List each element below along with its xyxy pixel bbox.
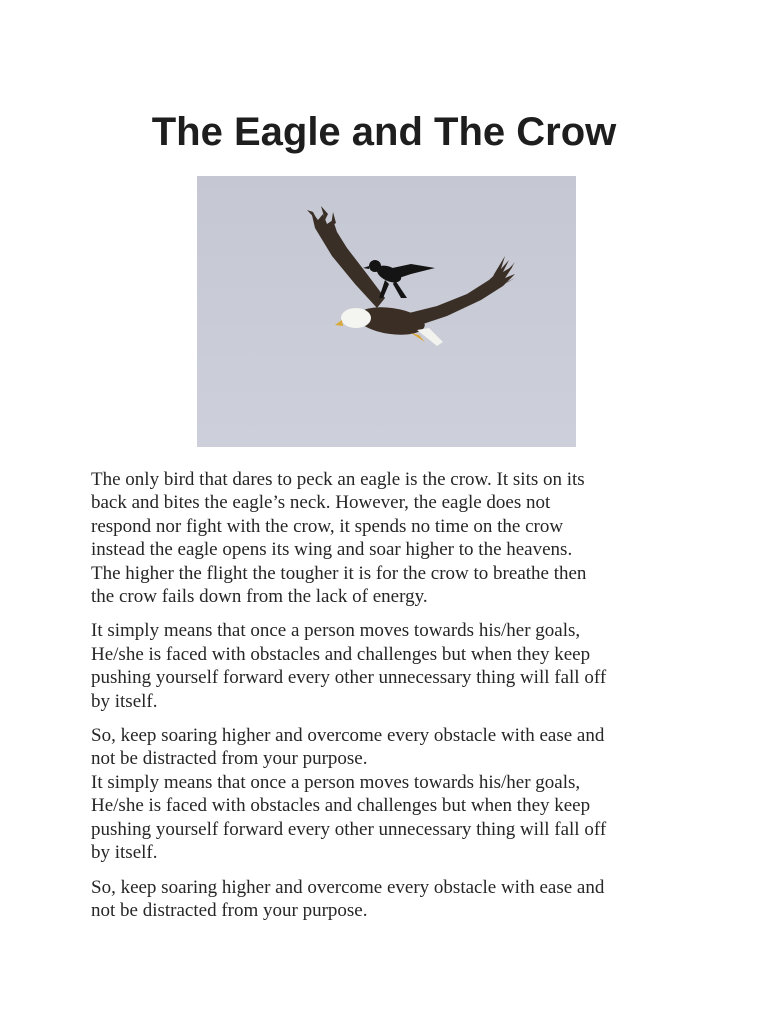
eagle-crow-photo: [197, 176, 576, 447]
paragraph-3: So, keep soaring higher and overcome every obstacle with ease and not be distracted from your purpose. It simply means that once a person moves towards his/her goals, He/she is faced with obstacles and challenges but when they keep pushing yourself forward every other unnecessary thing will fall off by itself.: [91, 725, 607, 864]
page-title: The Eagle and The Crow: [151, 110, 617, 154]
eagle-crow-illustration: [197, 176, 576, 447]
paragraph-4: So, keep soaring higher and overcome every obstacle with ease and not be distracted from your purpose.: [91, 876, 605, 921]
article-body: [91, 468, 691, 933]
paragraph-2: It simply means that once a person moves towards his/her goals, He/she is faced with obstacles and challenges but when they keep pushing yourself forward every other unnecessary thing will fall off by itself.: [91, 620, 607, 712]
paragraph-1: The only bird that dares to peck an eagle is the crow. It sits on its back and bites the eagle’s neck. However, the eagle does not respond nor fight with the crow, it spends no time on the crow instead the eagle opens its wing and soar higher to the heavens. The higher the flight the tougher it is for the crow to breathe then the crow fails down from the lack of energy.: [91, 469, 587, 608]
